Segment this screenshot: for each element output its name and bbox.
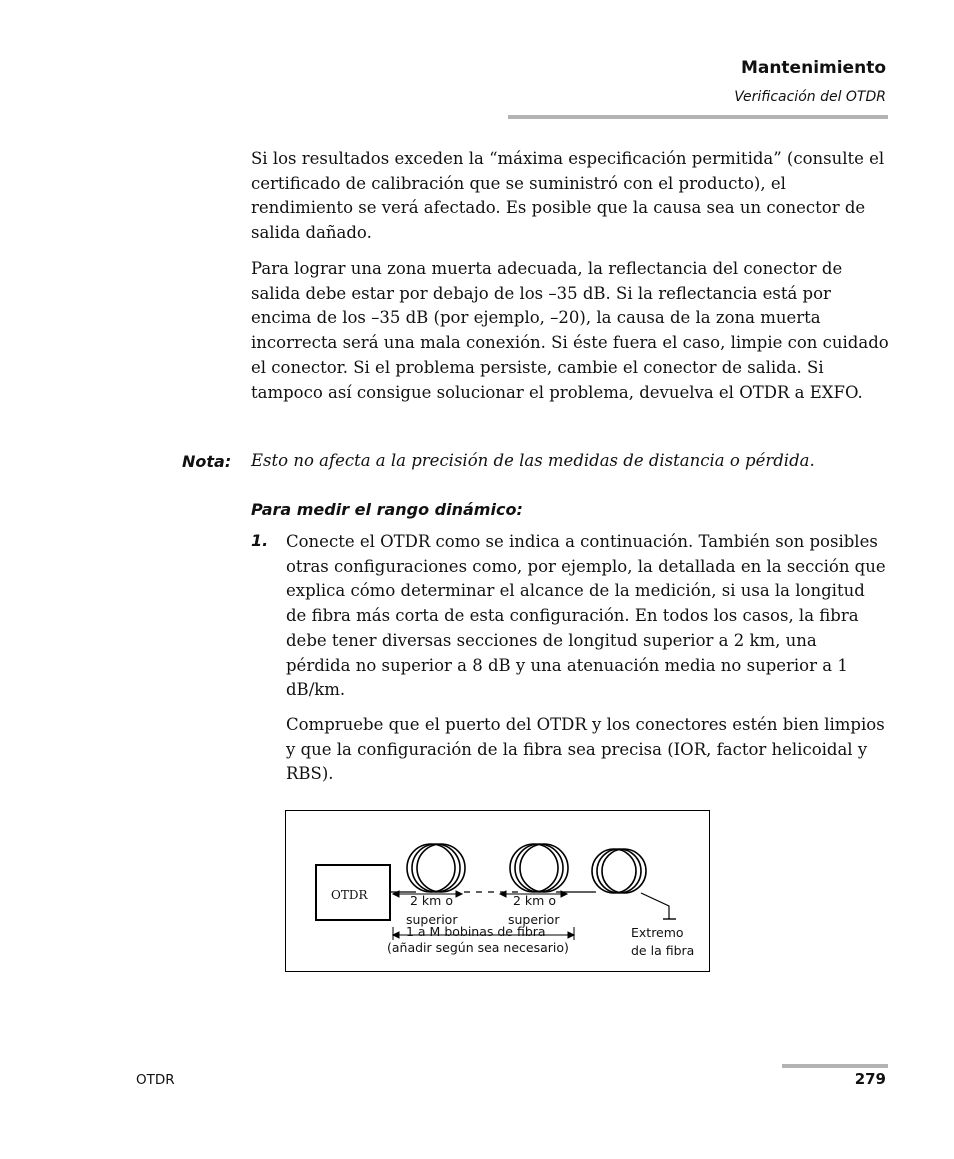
otdr-box-label: OTDR xyxy=(331,888,368,902)
procedure-title: Para medir el rango dinámico: xyxy=(251,500,523,519)
body-paragraph-1: Si los resultados exceden la “máxima especificación permitida” (consulte el certificado de calibración que se suministró con el producto), el rendimiento se verá afectado. Es posible que la causa sea un conector de salida dañado. xyxy=(251,149,885,243)
spool1-length-label: 2 km o xyxy=(410,893,453,908)
step-number: 1. xyxy=(251,531,269,550)
spool1-length-label-2: superior xyxy=(406,912,458,927)
step-text: Conecte el OTDR como se indica a continuación. También son posibles otras configuraciones como, por ejemplo, la detallada en la sección que explica cómo determinar el alcance de la medición, si usa la longitud de fibra más corta de esta configuración. En todos los casos, la fibra debe tener diversas secciones de longitud superior a 2 km, una pérdida no superior a 8 dB y una atenuación media no superior a 1 dB/km. xyxy=(286,532,886,700)
fiber-spool-icon xyxy=(592,849,646,893)
fiber-end-label-2: de la fibra xyxy=(631,943,695,958)
range-label-2: (añadir según sea necesario) xyxy=(387,940,569,955)
body-paragraph-2: Para lograr una zona muerta adecuada, la reflectancia del conector de salida debe estar por debajo de los –35 dB. Si la reflectancia está por encima de los –35 dB (por ejemplo, –20), la causa de la zona muerta incorrecta será una mala conexión. Si éste fuera el caso, limpie con cuidado el conector. Si el problema persiste, cambie el conector de salida. Si tampoco así consigue solucionar el problema, devuelva el OTDR a EXFO. xyxy=(251,259,889,402)
step-followup-text: Compruebe que el puerto del OTDR y los conectores estén bien limpios y que la configuración de la fibra sea precisa (IOR, factor helicoidal y RBS). xyxy=(286,715,885,784)
header-rule xyxy=(508,115,888,119)
fiber-end-label: Extremo xyxy=(631,925,684,940)
page-number: 279 xyxy=(854,1070,886,1088)
footer-rule xyxy=(782,1064,888,1068)
note-text: Esto no afecta a la precisión de las medidas de distancia o pérdida. xyxy=(251,451,815,470)
header-subsection-title: Verificación del OTDR xyxy=(734,89,886,105)
header-section-title: Mantenimiento xyxy=(740,58,886,78)
fiber-spool-icon xyxy=(407,844,465,892)
footer-product-name: OTDR xyxy=(136,1072,175,1088)
spool2-length-label: 2 km o xyxy=(513,893,556,908)
range-label: 1 a M bobinas de fibra xyxy=(406,924,546,939)
spool2-length-label-2: superior xyxy=(508,912,560,927)
connection-diagram xyxy=(285,810,710,972)
fiber-spool-icon xyxy=(510,844,568,892)
fiber-end-lead xyxy=(641,893,669,919)
note-label: Nota: xyxy=(182,452,232,471)
